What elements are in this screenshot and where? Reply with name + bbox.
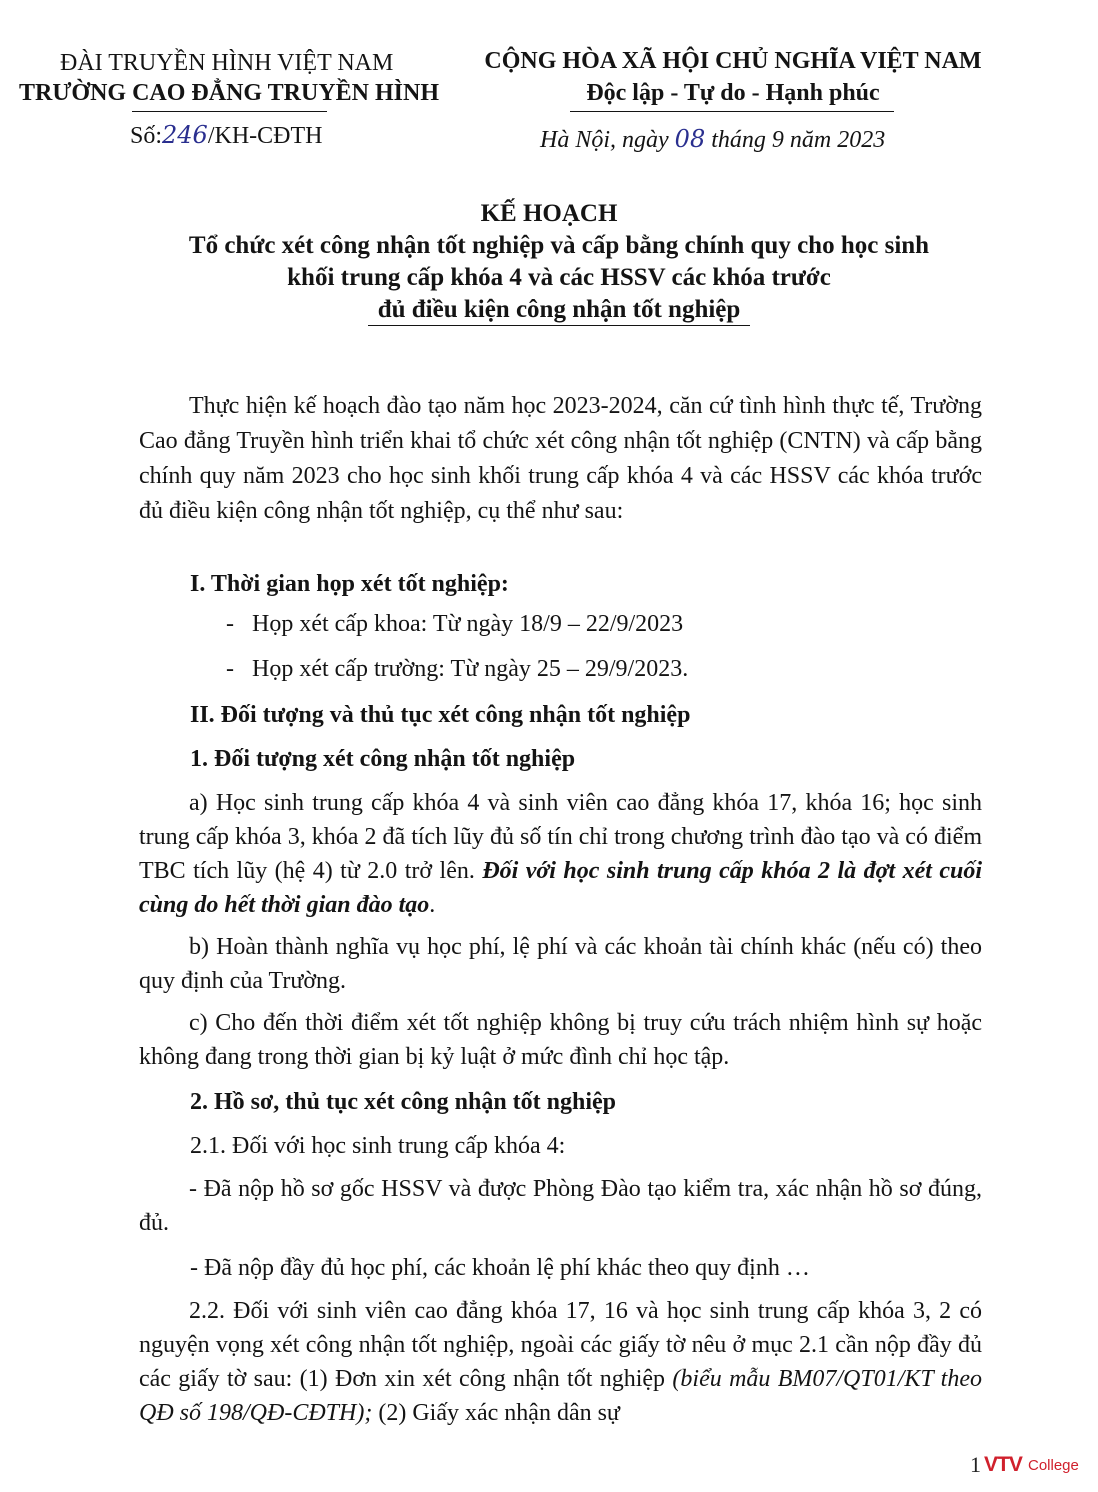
title-sub-line-1: Tổ chức xét công nhận tốt nghiệp và cấp bằng chính quy cho học sinh: [188, 232, 930, 259]
section-2-2-heading: 2. Hồ sơ, thủ tục xét công nhận tốt nghiệp: [190, 1089, 617, 1115]
place-date: [540, 124, 885, 155]
org-underline: [132, 111, 327, 112]
paragraph-2-2-form-reference: (biểu mẫu BM07/QT01/KT theo QĐ số 198/QĐ-CĐTH);: [139, 1366, 982, 1426]
paragraph-2-1-item-2: - Đã nộp đầy đủ học phí, các khoản lệ phí khác theo quy định …: [190, 1255, 810, 1281]
title-sub-line-3: đủ điều kiện công nhận tốt nghiệp: [377, 296, 741, 323]
vtv-logo-icon: [984, 1453, 1022, 1477]
paragraph-2-2-end: (2) Giấy xác nhận dân sự: [378, 1400, 620, 1426]
paragraph-a-text: a) Học sinh trung cấp khóa 4 và sinh viên cao đẳng khóa 17, khóa 16; học sinh trung cấp khóa 3, khóa 2 đã tích lũy đủ số tín chỉ trong chương trình đào tạo và có điểm TBC tích lũy (hệ 4) từ 2.0 trở lên.: [139, 790, 982, 884]
paragraph-b: b) Hoàn thành nghĩa vụ học phí, lệ phí và các khoản tài chính khác (nếu có) theo quy định của Trường.: [139, 934, 982, 994]
document-title: KẾ HOẠCH: [480, 200, 618, 227]
doc-number-handwritten: 246: [162, 121, 208, 149]
title-sub-line-2: khối trung cấp khóa 4 và các HSSV các khóa trước: [287, 264, 831, 291]
doc-number-prefix: Số:: [130, 123, 163, 149]
section-1-heading: I. Thời gian họp xét tốt nghiệp:: [190, 571, 509, 597]
logo-vtv-text: VTV: [984, 1453, 1022, 1476]
motto-underline: [570, 111, 894, 112]
date-prefix: Hà Nội, ngày: [540, 127, 669, 153]
date-day-handwritten: 08: [674, 125, 706, 153]
paragraph-a-emphasis: Đối với học sinh trung cấp khóa 2 là đợt xét cuối cùng do hết thời gian đào tạo: [139, 858, 983, 918]
section-2-heading: II. Đối tượng và thủ tục xét công nhận tốt nghiệp: [190, 702, 691, 728]
section-2-1-heading: 1. Đối tượng xét công nhận tốt nghiệp: [190, 746, 576, 772]
page-number: 1: [970, 1452, 981, 1477]
logo-college-text: College: [1028, 1457, 1079, 1474]
nation-line-1: CỘNG HÒA XÃ HỘI CHỦ NGHĨA VIỆT NAM: [484, 48, 982, 74]
date-suffix: tháng 9 năm 2023: [711, 127, 886, 153]
paragraph-2-2: [139, 1294, 982, 1430]
paragraph-2-1-item-1: - Đã nộp hồ sơ gốc HSSV và được Phòng Đào tạo kiểm tra, xác nhận hồ sơ đúng, đủ.: [139, 1176, 982, 1236]
footer-logo: [970, 1452, 1090, 1482]
paragraph-c: c) Cho đến thời điểm xét tốt nghiệp không bị truy cứu trách nhiệm hình sự hoặc không đang trong thời gian bị kỷ luật ở mức đình chỉ học tập.: [139, 1010, 982, 1070]
doc-number-suffix: /KH-CĐTH: [207, 123, 323, 149]
org-line-2: TRƯỜNG CAO ĐẲNG TRUYỀN HÌNH: [18, 80, 440, 106]
document-number: [130, 120, 322, 151]
paragraph-2-2-text: 2.2. Đối với sinh viên cao đẳng khóa 17, 16 và học sinh trung cấp khóa 3, 2 có nguyện vọng xét công nhận tốt nghiệp, ngoài các giấy tờ nêu ở mục 2.1 cần nộp đầy đủ các giấy tờ sau: (1) Đơn xin xét công nhận tốt nghiệp: [139, 1298, 982, 1392]
section-1-item-1: - Họp xét cấp khoa: Từ ngày 18/9 – 22/9/2023: [226, 611, 684, 637]
section-1-item-2: - Họp xét cấp trường: Từ ngày 25 – 29/9/2023.: [226, 656, 689, 682]
intro-paragraph: Thực hiện kế hoạch đào tạo năm học 2023-2024, căn cứ tình hình thực tế, Trường Cao đẳng Truyền hình triển khai tổ chức xét công nhận tốt nghiệp (CNTN) và cấp bằng chính quy năm 2023 cho học sinh khối trung cấp khóa 4 và các HSSV các khóa trước đủ điều kiện công nhận tốt nghiệp, cụ thể như sau:: [139, 393, 982, 524]
paragraph-2-1: 2.1. Đối với học sinh trung cấp khóa 4:: [190, 1133, 566, 1159]
paragraph-a-end: .: [429, 892, 436, 918]
title-underline: [368, 325, 750, 326]
paragraph-a: [139, 786, 982, 922]
nation-line-2: Độc lập - Tự do - Hạnh phúc: [586, 80, 880, 106]
org-line-1: ĐÀI TRUYỀN HÌNH VIỆT NAM: [60, 50, 394, 76]
